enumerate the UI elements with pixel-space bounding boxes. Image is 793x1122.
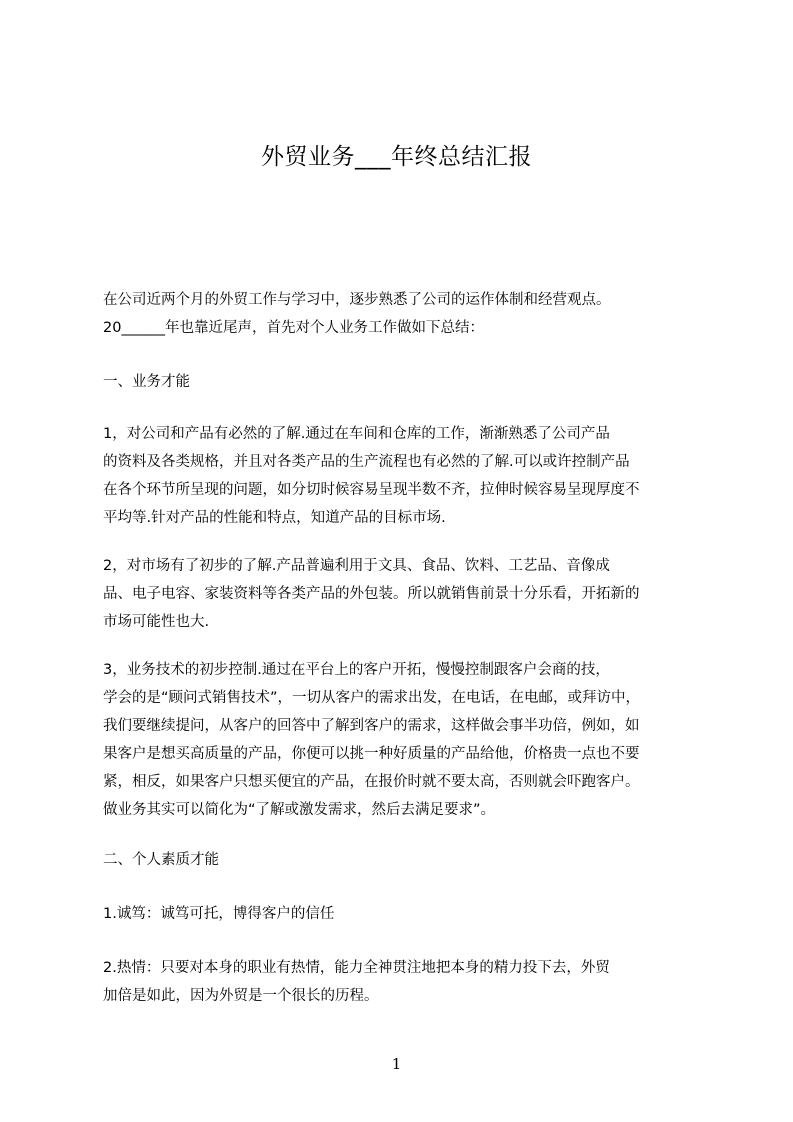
paragraph-quality-2 xyxy=(103,954,699,1010)
intro-paragraph xyxy=(103,286,699,342)
text-line: 20______年也靠近尾声，首先对个人业务工作做如下总结： xyxy=(103,320,484,336)
heading-text: 二、个人素质才能 xyxy=(103,852,219,868)
paragraph-item-3 xyxy=(103,656,699,824)
text-line: 我们要继续提问，从客户的回答中了解到客户的需求，这样做会事半功倍，例如，如 xyxy=(103,718,640,734)
text-line: 紧，相反，如果客户只想买便宜的产品，在报价时就不要太高，否则就会吓跑客户。 xyxy=(103,774,640,790)
text-line: 市场可能性也大. xyxy=(103,614,210,630)
text-line: 果客户是想买高质量的产品，你便可以挑一种好质量的产品给他，价格贵一点也不要 xyxy=(103,746,640,762)
paragraph-item-1 xyxy=(103,420,699,532)
text-line: 学会的是“顾问式销售技术”，一切从客户的需求出发，在电话，在电邮，或拜访中， xyxy=(103,690,641,706)
text-line: 3，业务技术的初步控制.通过在平台上的客户开拓，慢慢控制跟客户会商的技， xyxy=(103,662,610,678)
text-line: 1，对公司和产品有必然的了解.通过在车间和仓库的工作，渐渐熟悉了公司产品 xyxy=(103,426,610,442)
paragraph-quality-1 xyxy=(103,900,699,928)
text-line: 的资料及各类规格，并且对各类产品的生产流程也有必然的了解.可以或许控制产品 xyxy=(103,454,630,470)
section-heading-skills xyxy=(103,368,699,396)
text-line: 2，对市场有了初步的了解.产品普遍利用于文具、食品、饮料、工艺品、音像成 xyxy=(103,558,610,574)
text-line: 平均等.针对产品的性能和特点，知道产品的目标市场. xyxy=(103,510,446,526)
text-line: 加倍是如此，因为外贸是一个很长的历程。 xyxy=(103,988,379,1004)
text-line: 做业务其实可以简化为“了解或激发需求，然后去满足要求”。 xyxy=(103,802,496,818)
page-title: 外贸业务___年终总结汇报 xyxy=(261,144,532,170)
page-number: 1 xyxy=(391,1055,402,1073)
heading-text: 一、业务才能 xyxy=(103,374,190,390)
text-line: 在各个环节所呈现的问题，如分切时候容易呈现半数不齐，拉伸时候容易呈现厚度不 xyxy=(103,482,640,498)
paragraph-item-2 xyxy=(103,552,699,636)
text-line: 2.热情：只要对本身的职业有热情，能力全神贯注地把本身的精力投下去，外贸 xyxy=(103,960,610,976)
text-line: 在公司近两个月的外贸工作与学习中，逐步熟悉了公司的运作体制和经营观点。 xyxy=(103,292,611,308)
text-line: 1.诚笃：诚笃可托，博得客户的信任 xyxy=(103,906,335,922)
text-line: 品、电子电容、家装资料等各类产品的外包装。所以就销售前景十分乐看，开拓新的 xyxy=(103,586,640,602)
section-heading-personal xyxy=(103,846,699,874)
